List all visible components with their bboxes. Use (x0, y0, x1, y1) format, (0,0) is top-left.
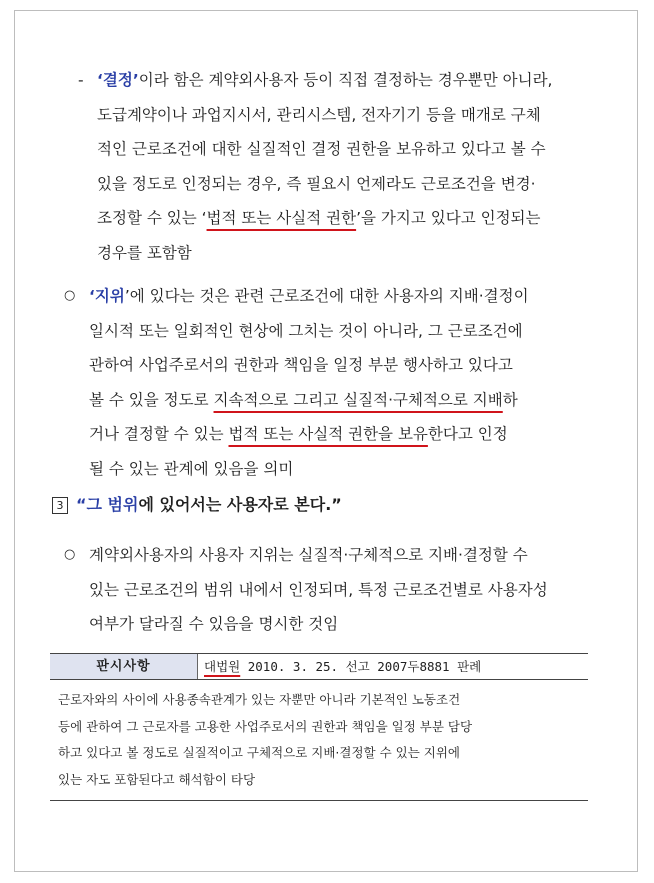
term-decision: 결정 (102, 71, 133, 89)
position-line-5-post: 한다고 인정 (427, 425, 508, 443)
dash-line-3: 적인 근로조건에 대한 실질적인 결정 권한을 보유하고 있다고 볼 수 (97, 140, 546, 158)
position-line-5-pre: 거나 결정할 수 있는 (89, 425, 229, 443)
scope-explanation-item (64, 538, 604, 642)
position-line-6: 될 수 있는 관계에 있음을 의미 (89, 459, 294, 478)
ruling-body-line-1: 근로자와의 사이에 사용종속관계가 있는 자뿐만 아니라 기본적인 노동조건 (58, 692, 461, 707)
position-line-4 (89, 383, 604, 418)
section-3-rest: 에 있어서는 사용자로 본다.” (138, 495, 342, 514)
quote-open: “ (76, 495, 87, 514)
case-number: 2010. 3. 25. 선고 2007두8881 판례 (240, 659, 482, 674)
quote-open: ‘ (97, 71, 103, 89)
position-line-3: 관하여 사업주로서의 권한과 책임을 일정 부분 행사하고 있다고 (89, 356, 513, 374)
dash-line-2: 도급계약이나 과업지시서, 관리시스템, 전자기기 등을 매개로 구체 (97, 105, 541, 124)
dash-line-5-post: ’을 가지고 있다고 인정되는 (356, 209, 541, 227)
position-line-4-post: 하 (502, 390, 518, 409)
dash-line-4: 있을 정도로 인정되는 경우, 즉 필요시 언제라도 근로조건을 변경· (97, 174, 536, 193)
quote-close: ’ (132, 71, 139, 89)
term-scope: 그 범위 (86, 495, 139, 514)
position-line-5 (89, 417, 604, 452)
dash-line-1-rest: 이라 함은 계약외사용자 등이 직접 결정하는 경우뿐만 아니라, (138, 71, 553, 89)
position-line-1 (89, 279, 604, 314)
court-name: 대법원 (204, 659, 241, 674)
ruling-header-row (50, 653, 588, 680)
term-position: 지위 (94, 287, 125, 305)
underlined-legal-authority: 법적 또는 사실적 권한 (206, 209, 357, 227)
scope-line-2: 있는 근로조건의 범위 내에서 인정되며, 특정 근로조건별로 사용자성 (89, 580, 548, 599)
dash-line-5 (97, 201, 598, 236)
section-number-box: 3 (52, 497, 68, 514)
court-ruling-box (50, 653, 588, 802)
dash-line-5-pre: 조정할 수 있는 ‘ (97, 209, 207, 227)
ruling-body-line-4: 있는 자도 포함된다고 해석함이 타당 (58, 771, 256, 787)
position-line-1-rest: ’에 있다는 것은 관련 근로조건에 대한 사용자의 지배·결정이 (124, 287, 529, 305)
ruling-label: 판시사항 (50, 654, 198, 679)
ruling-body (58, 687, 583, 793)
underlined-continuous-control: 지속적으로 그리고 실질적·구체적으로 지배 (213, 390, 503, 409)
circle-bullet: ○ (64, 288, 76, 303)
definition-position-item (64, 279, 604, 486)
quote-open: ‘ (89, 287, 95, 305)
section-3-heading (52, 492, 342, 515)
dash-line-6: 경우를 포함함 (97, 243, 192, 262)
ruling-bottom-rule (50, 800, 588, 801)
circle-bullet: ○ (64, 547, 76, 562)
dash-line-1 (97, 63, 598, 98)
scope-line-3: 여부가 달라질 수 있음을 명시한 것임 (89, 615, 339, 633)
ruling-case-citation (204, 654, 481, 679)
ruling-body-line-3: 하고 있다고 볼 정도로 실질적이고 구체적으로 지배·결정할 수 있는 지위에 (58, 745, 460, 760)
position-line-4-pre: 볼 수 있을 정도로 (89, 390, 214, 409)
underlined-holding-authority: 법적 또는 사실적 권한을 보유 (228, 425, 428, 443)
definition-decision-item (78, 63, 598, 270)
dash-bullet: - (78, 71, 84, 89)
position-line-2: 일시적 또는 일회적인 현상에 그치는 것이 아니라, 그 근로조건에 (89, 321, 523, 340)
ruling-body-line-2: 등에 관하여 그 근로자를 고용한 사업주로서의 권한과 책임을 일정 부분 담당 (58, 718, 473, 734)
scope-line-1: 계약외사용자의 사용자 지위는 실질적·구체적으로 지배·결정할 수 (89, 546, 528, 564)
